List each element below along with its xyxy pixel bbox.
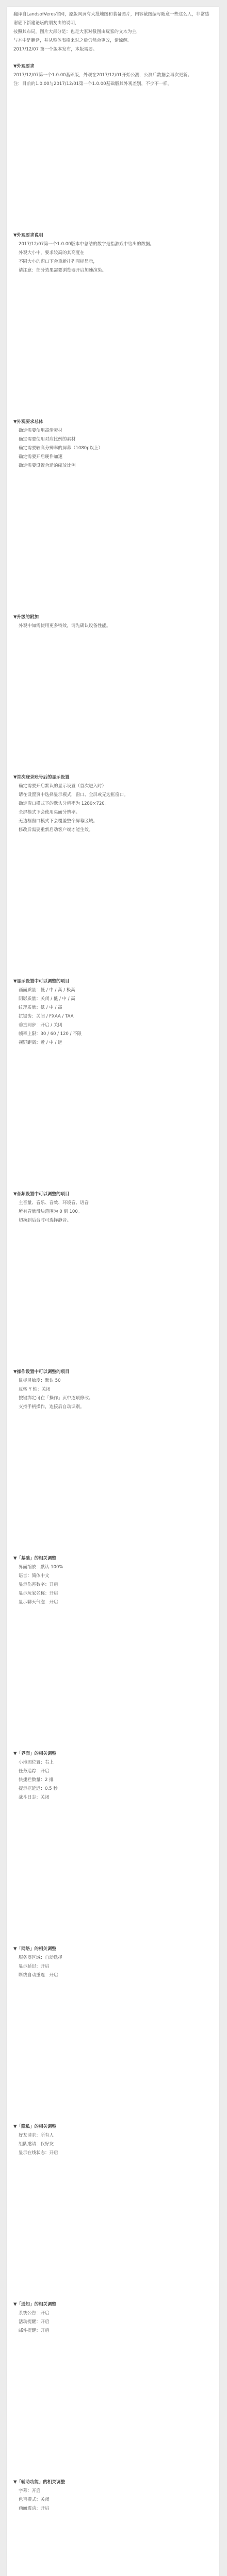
section-block — [13, 1945, 213, 1980]
section-item: 画面质量：低 / 中 / 高 / 极高 — [19, 988, 75, 993]
section-item: 鼠标灵敏度：默认 50 — [19, 1378, 61, 1383]
section-item: 组队邀请：仅好友 — [19, 2142, 54, 2147]
section-item: 支持手柄操作，连接后自动识别。 — [19, 1404, 85, 1410]
section-item: 确定需要使用对应比例的素材 — [19, 437, 76, 442]
section-item: 显示在线状态：开启 — [19, 2150, 58, 2156]
section-item: 确定需要开启默认的显示设置（首次进入时） — [19, 784, 107, 789]
version-line: 注：目前的1.0.00与2017/12/01第一个1.0.00基础版其外观差别，不少不一样。 — [13, 81, 172, 87]
section-item: 系统公告：开启 — [19, 2311, 50, 2316]
section-item: 邮件提醒：开启 — [19, 2328, 50, 2333]
section-item: 显示玩家名称：开启 — [19, 1591, 58, 1596]
version-heading: ▼外观要求 — [13, 64, 35, 69]
section-item: 反转 Y 轴：关闭 — [19, 1387, 51, 1392]
section-item: 纹理质量：低 / 中 / 高 — [19, 1005, 62, 1010]
section-item: 主音量、音乐、音效、环境音、语音 — [19, 1200, 89, 1206]
section-title: ▼音频设置中可以调整的项目 — [13, 1192, 70, 1197]
section-title: ▼升级的附加 — [13, 615, 39, 620]
section-item: 2017/12/07第一个1.0.00版本中总结的数字是指游戏中给出的数据。 — [19, 242, 155, 247]
section-item: 色盲模式：关闭 — [19, 2497, 50, 2502]
section-item: 阴影质量：关闭 / 低 / 中 / 高 — [19, 996, 75, 1002]
section-item: 快捷栏数量：2 排 — [19, 1777, 54, 1783]
section-item: 任务追踪：开启 — [19, 1769, 50, 1774]
section-block — [13, 2300, 213, 2335]
section-item: 帧率上限：30 / 60 / 120 / 不限 — [19, 1031, 82, 1037]
section-item: 小地图位置：右上 — [19, 1760, 54, 1765]
section-block — [13, 773, 213, 835]
section-block — [13, 1750, 213, 1802]
section-title: ▼「通知」的相关调整 — [13, 2302, 57, 2307]
intro-line: 2017/12/07 第一个版本发布，本版需要。 — [13, 47, 98, 52]
section-title: ▼「辅助功能」的相关调整 — [13, 2480, 66, 2485]
section-item: 字幕：开启 — [19, 2488, 41, 2494]
section-title: ▼「网络」的相关调整 — [13, 1946, 57, 1952]
section-title: ▼「界面」的相关调整 — [13, 1751, 57, 1756]
intro-line: 与本中是翻译，并从整体表格来对之后仍然会更改，请谅解。 — [13, 38, 132, 43]
intro-line: 按照其布局，图片大部分是：也是大家对截图由玩家的文本为主， — [13, 29, 141, 35]
section-title: ▼操作设置中可以调整的项目 — [13, 1369, 70, 1375]
section-title: ▼首次登录账号后的显示设置 — [13, 775, 70, 780]
section-item: 断线自动重连：开启 — [19, 1973, 58, 1978]
section-block — [13, 613, 213, 631]
section-item: 修改后需要重新启动客户端才能生效。 — [19, 827, 93, 833]
section-block — [13, 2123, 213, 2158]
section-item: 切换到后台时可选择静音。 — [19, 1218, 72, 1223]
section-item: 确定窗口模式下的默认分辨率为 1280×720。 — [19, 801, 109, 806]
section-block — [13, 418, 213, 470]
section-title: ▼「基础」的相关调整 — [13, 1556, 57, 1561]
version-line: 2017/12/07第一个1.0.00基础版，外观在2017/12/01开始公测，公测后数据会再次更新。 — [13, 73, 192, 78]
intro-line: 翻译自LandsofVeros官网，原版网页有大批地图和装备图片，内容截图编写随意一些这么人，非常感谢底下新建论坛的朋友由的说明， — [13, 12, 209, 26]
section-block — [13, 2478, 213, 2513]
article-body — [7, 7, 219, 2576]
section-item: 显示伤害数字：开启 — [19, 1582, 58, 1587]
section-item: 界面缩放：默认 100% — [19, 1565, 63, 1570]
section-item: 确定需要设置合适的缩放比例 — [19, 463, 76, 468]
section-item: 请在设置页中选择显示模式，窗口、全屏或无边框窗口。 — [19, 792, 128, 798]
section-item: 无边框窗口模式下会覆盖整个屏幕区域。 — [19, 819, 98, 824]
section-title: ▼外观要求说明 — [13, 233, 43, 238]
section-item: 好友请求：所有人 — [19, 2133, 54, 2138]
section-item: 垂直同步：开启 / 关闭 — [19, 1023, 62, 1028]
section-item: 按键绑定可在「操作」页中逐项修改。 — [19, 1396, 93, 1401]
section-item: 提示框延迟：0.5 秒 — [19, 1786, 58, 1791]
intro-block — [13, 10, 213, 54]
section-item: 确定需要开启硬件加速 — [19, 454, 63, 460]
article-panel — [7, 7, 219, 2576]
section-block — [13, 1190, 213, 1225]
section-item: 显示聊天气泡：开启 — [19, 1600, 58, 1605]
section-item: 确定需要较高分辨率的屏幕（1080p以上） — [19, 446, 103, 451]
section-item: 画面震动：开启 — [19, 2506, 50, 2511]
section-title: ▼「隐私」的相关调整 — [13, 2124, 57, 2129]
section-item: 外观中如需使用更多特效，请先确认设备性能。 — [19, 623, 111, 629]
section-item: 战斗日志：关闭 — [19, 1795, 50, 1800]
section-block — [13, 1554, 213, 1607]
section-block — [13, 231, 213, 275]
section-title: ▼外观要求总体 — [13, 419, 43, 425]
section-item: 视野距离：近 / 中 / 远 — [19, 1040, 62, 1045]
section-item: 全屏模式下会使用桌面分辨率。 — [19, 810, 80, 815]
section-item: 显示延迟：开启 — [19, 1964, 50, 1969]
section-item: 所有音量滑块范围为 0 到 100。 — [19, 1209, 83, 1214]
section-item: 服务器区域：自动选择 — [19, 1955, 63, 1960]
section-item: 外观大小中，要求较高的其高度在 — [19, 250, 85, 256]
section-title: ▼显示设置中可以调整的项目 — [13, 979, 70, 984]
section-block — [13, 1368, 213, 1412]
section-item: 请注意：部分效果需要浏览器开启加速渲染。 — [19, 268, 107, 273]
section-list — [13, 231, 213, 2576]
section-item: 活动提醒：开启 — [19, 2319, 50, 2325]
section-item: 语言：简体中文 — [19, 1573, 50, 1579]
section-item: 确定需要使用高清素材 — [19, 428, 63, 433]
section-item: 抗锯齿：关闭 / FXAA / TAA — [19, 1014, 74, 1019]
section-item: 不同大小的窗口下会重新排列图标显示， — [19, 259, 98, 264]
section-block — [13, 977, 213, 1047]
version-note — [13, 62, 213, 89]
